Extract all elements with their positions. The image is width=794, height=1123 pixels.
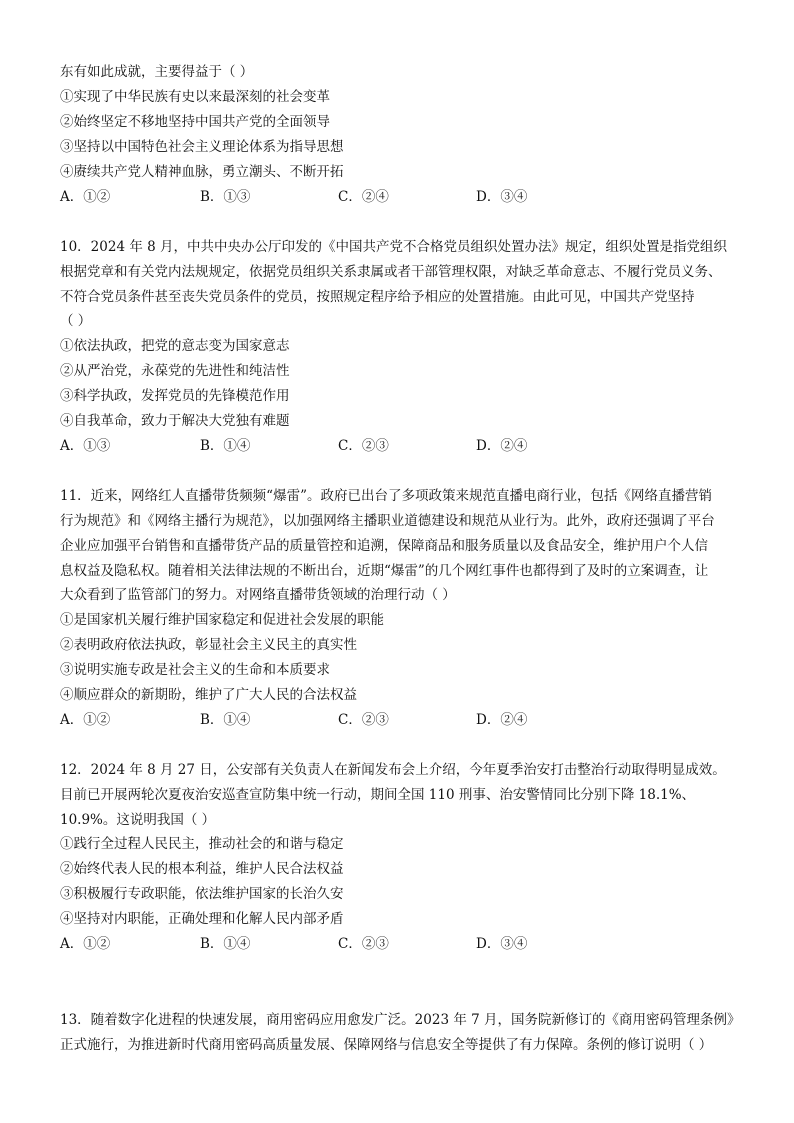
- q10-item-3: ③科学执政，发挥党员的先锋模范作用: [60, 388, 290, 404]
- q12-stem-line-1: 12．2024 年 8 月 27 日，公安部有关负责人在新闻发布会上介绍，今年夏季治安打击整治行动取得明显成效。: [60, 762, 726, 778]
- q11-stem-line-5: 大众看到了监管部门的努力。对网络直播带货领域的治理行动（ ）: [60, 587, 456, 603]
- q9-option-b[interactable]: B．①③: [200, 189, 251, 205]
- q10-stem-line-2: 根据党章和有关党内法规规定，依据党员组织关系隶属或者干部管理权限，对缺乏革命意志、不履行党员义务、: [60, 264, 722, 280]
- q11-item-1: ①是国家机关履行维护国家稳定和促进社会发展的职能: [60, 612, 384, 628]
- q12-item-4: ④坚持对内职能，正确处理和化解人民内部矛盾: [60, 911, 344, 927]
- q10-item-4: ④自我革命，致力于解决大党独有难题: [60, 413, 290, 429]
- q12-item-3: ③积极履行专政职能，依法维护国家的长治久安: [60, 886, 344, 902]
- q11-stem-line-1: 11．近来，网络红人直播带货频频“爆雷”。政府已出台了多项政策来规范直播电商行业，包括《网络直播营销: [60, 488, 712, 504]
- q12-stem-line-3: 10.9%。这说明我国（ ）: [60, 812, 216, 828]
- q9-option-d[interactable]: D．③④: [476, 189, 528, 205]
- q11-option-a[interactable]: A．①②: [60, 712, 111, 728]
- q10-option-c[interactable]: C．②③: [338, 438, 389, 454]
- q9-stem: 东有如此成就，主要得益于（ ）: [60, 64, 254, 80]
- q10-stem-line-3: 不符合党员条件甚至丧失党员条件的党员，按照规定程序给予相应的处置措施。由此可见，中国共产党坚持: [60, 289, 695, 305]
- q10-stem-line-4: （ ）: [60, 313, 92, 329]
- q13-stem-line-2: 正式施行，为推进新时代商用密码高质量发展、保障网络与信息安全等提供了有力保障。条例的修订说明（ ）: [60, 1037, 713, 1053]
- q9-item-1: ①实现了中华民族有史以来最深刻的社会变革: [60, 89, 330, 105]
- q13-stem-line-1: 13．随着数字化进程的快速发展，商用密码应用愈发广泛。2023 年 7 月，国务院新修订的《商用密码管理条例》: [60, 1012, 741, 1028]
- q12-option-c[interactable]: C．②③: [338, 936, 389, 952]
- q10-item-2: ②从严治党，永葆党的先进性和纯洁性: [60, 363, 290, 379]
- q12-option-a[interactable]: A．①②: [60, 936, 111, 952]
- q9-item-4: ④赓续共产党人精神血脉，勇立潮头、不断开拓: [60, 164, 344, 180]
- q9-option-c[interactable]: C．②④: [338, 189, 389, 205]
- q12-item-2: ②始终代表人民的根本利益，维护人民合法权益: [60, 861, 344, 877]
- q11-stem-line-2: 行为规范》和《网络主播行为规范》，以加强网络主播职业道德建设和规范从业行为。此外，政府还强调了平台: [60, 513, 715, 529]
- q10-options: [60, 436, 680, 456]
- q9-options: [60, 187, 680, 207]
- q12-item-1: ①践行全过程人民民主，推动社会的和谐与稳定: [60, 836, 344, 852]
- q11-item-4: ④顺应群众的新期盼，维护了广大人民的合法权益: [60, 687, 357, 703]
- q10-option-d[interactable]: D．②④: [476, 438, 528, 454]
- q9-option-a[interactable]: A．①②: [60, 189, 111, 205]
- q11-options: [60, 710, 680, 730]
- q11-stem-line-4: 息权益及隐私权。随着相关法律法规的不断出台，近期“爆雷”的几个网红事件也都得到了及时的立案调查，让: [60, 563, 709, 579]
- q10-option-a[interactable]: A．①③: [60, 438, 111, 454]
- q9-item-2: ②始终坚定不移地坚持中国共产党的全面领导: [60, 114, 330, 130]
- q10-stem-line-1: 10．2024 年 8 月，中共中央办公厅印发的《中国共产党不合格党员组织处置办法》规定，组织处置是指党组织: [60, 239, 727, 255]
- q12-options: [60, 934, 680, 954]
- q11-option-c[interactable]: C．②③: [338, 712, 389, 728]
- q9-item-3: ③坚持以中国特色社会主义理论体系为指导思想: [60, 139, 344, 155]
- q11-item-2: ②表明政府依法执政，彰显社会主义民主的真实性: [60, 637, 357, 653]
- q11-option-b[interactable]: B．①④: [200, 712, 251, 728]
- q12-option-b[interactable]: B．①④: [200, 936, 251, 952]
- q11-stem-line-3: 企业应加强平台销售和直播带货产品的质量管控和追溯，保障商品和服务质量以及食品安全，维护用户个人信: [60, 538, 708, 554]
- q10-item-1: ①依法执政，把党的意志变为国家意志: [60, 338, 290, 354]
- q11-item-3: ③说明实施专政是社会主义的生命和本质要求: [60, 662, 330, 678]
- q12-option-d[interactable]: D．③④: [476, 936, 528, 952]
- q10-option-b[interactable]: B．①④: [200, 438, 251, 454]
- q11-option-d[interactable]: D．②④: [476, 712, 528, 728]
- q12-stem-line-2: 目前已开展两轮次夏夜治安巡查宣防集中统一行动，期间全国 110 刑事、治安警情同比分别下降 18.1%、: [60, 787, 696, 803]
